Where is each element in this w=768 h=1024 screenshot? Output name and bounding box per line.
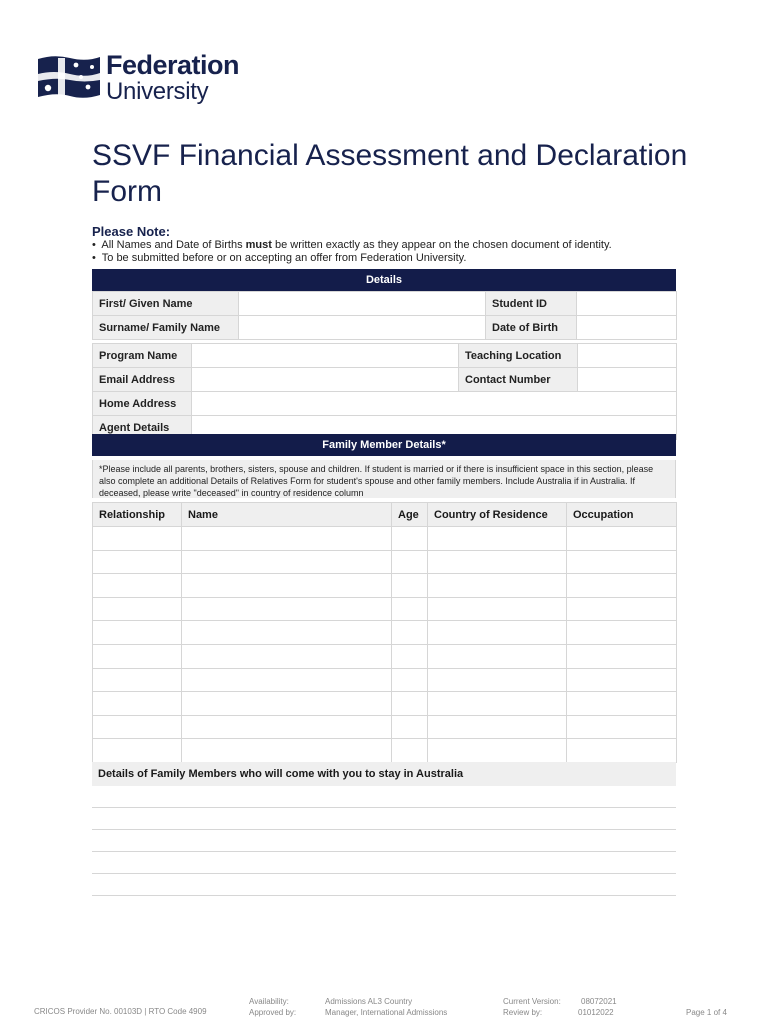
stay-line[interactable] <box>92 874 676 896</box>
review-value: 01012022 <box>578 1008 614 1017</box>
family-section <box>92 434 676 763</box>
first-name-field[interactable] <box>239 292 486 316</box>
footer-values-2 <box>578 996 617 1018</box>
family-cell[interactable] <box>567 692 677 716</box>
stay-line[interactable] <box>92 786 676 808</box>
family-cell[interactable] <box>428 644 567 668</box>
family-cell[interactable] <box>428 668 567 692</box>
family-cell[interactable] <box>93 621 182 645</box>
table-row <box>93 621 677 645</box>
family-cell[interactable] <box>93 574 182 598</box>
note-bullet-1-bold: must <box>245 239 272 251</box>
logo-line-2: University <box>106 78 209 105</box>
review-label: Review by: <box>503 1008 543 1017</box>
note-bullet-1-post: be written exactly as they appear on the chosen document of identity. <box>271 239 612 251</box>
family-cell[interactable] <box>93 527 182 551</box>
footer-cricos: CRICOS Provider No. 00103D | RTO Code 4909 <box>34 1007 207 1016</box>
family-cell[interactable] <box>93 739 182 763</box>
family-cell[interactable] <box>182 739 392 763</box>
version-value: 08072021 <box>581 997 617 1006</box>
page-title: SSVF Financial Assessment and Declaration Form <box>92 139 688 208</box>
family-cell[interactable] <box>567 644 677 668</box>
family-cell[interactable] <box>392 644 428 668</box>
table-row <box>93 644 677 668</box>
contact-label: Contact Number <box>459 368 578 392</box>
family-cell[interactable] <box>567 550 677 574</box>
table-row <box>93 527 677 551</box>
surname-label: Surname/ Family Name <box>93 316 239 340</box>
table-row <box>93 597 677 621</box>
family-heading: Family Member Details* <box>92 434 676 456</box>
col-relationship: Relationship <box>93 503 182 527</box>
stay-line[interactable] <box>92 852 676 874</box>
family-cell[interactable] <box>428 739 567 763</box>
student-id-field[interactable] <box>577 292 677 316</box>
family-cell[interactable] <box>428 527 567 551</box>
note-bullet-1-pre: All Names and Date of Births <box>101 239 246 251</box>
family-cell[interactable] <box>428 574 567 598</box>
details-table-2 <box>92 343 677 440</box>
table-row <box>93 692 677 716</box>
table-row <box>93 550 677 574</box>
agent-label: Agent Details <box>93 416 192 440</box>
stay-section <box>92 762 676 896</box>
footer-values-1 <box>325 996 447 1018</box>
family-cell[interactable] <box>182 644 392 668</box>
stay-line[interactable] <box>92 830 676 852</box>
family-cell[interactable] <box>567 597 677 621</box>
family-cell[interactable] <box>93 668 182 692</box>
family-cell[interactable] <box>392 574 428 598</box>
family-cell[interactable] <box>93 550 182 574</box>
table-row <box>93 668 677 692</box>
stay-line[interactable] <box>92 808 676 830</box>
note-heading: Please Note: <box>92 224 171 239</box>
program-field[interactable] <box>192 344 459 368</box>
program-label: Program Name <box>93 344 192 368</box>
home-address-field[interactable] <box>192 392 677 416</box>
family-cell[interactable] <box>182 692 392 716</box>
federation-university-logo <box>36 52 239 104</box>
details-heading: Details <box>92 269 676 291</box>
family-cell[interactable] <box>428 692 567 716</box>
home-address-label: Home Address <box>93 392 192 416</box>
family-cell[interactable] <box>567 574 677 598</box>
surname-field[interactable] <box>239 316 486 340</box>
family-cell[interactable] <box>392 668 428 692</box>
note-bullet-2: • To be submitted before or on accepting an offer from Federation University. <box>92 252 467 264</box>
family-cell[interactable] <box>392 692 428 716</box>
page-number: Page 1 of 4 <box>686 1008 727 1017</box>
family-cell[interactable] <box>182 550 392 574</box>
family-cell[interactable] <box>182 527 392 551</box>
table-row <box>93 715 677 739</box>
note-list <box>92 239 612 265</box>
details-table-1 <box>92 291 677 340</box>
table-row <box>93 739 677 763</box>
approved-value: Manager, International Admissions <box>325 1008 448 1017</box>
family-cell[interactable] <box>567 668 677 692</box>
col-country: Country of Residence <box>428 503 567 527</box>
family-cell[interactable] <box>428 597 567 621</box>
dob-field[interactable] <box>577 316 677 340</box>
family-cell[interactable] <box>567 715 677 739</box>
family-cell[interactable] <box>182 574 392 598</box>
email-field[interactable] <box>192 368 459 392</box>
family-cell[interactable] <box>182 597 392 621</box>
family-cell[interactable] <box>428 550 567 574</box>
family-cell[interactable] <box>93 597 182 621</box>
contact-field[interactable] <box>578 368 677 392</box>
family-cell[interactable] <box>567 527 677 551</box>
family-cell[interactable] <box>428 621 567 645</box>
footer-labels-1 <box>249 996 296 1018</box>
availability-label: Availability: <box>249 997 289 1006</box>
approved-label: Approved by: <box>249 1008 297 1017</box>
family-cell[interactable] <box>182 621 392 645</box>
version-label: Current Version: <box>503 997 561 1006</box>
first-name-label: First/ Given Name <box>93 292 239 316</box>
family-cell[interactable] <box>392 739 428 763</box>
family-cell[interactable] <box>182 715 392 739</box>
family-cell[interactable] <box>93 715 182 739</box>
family-table <box>92 502 677 763</box>
teaching-location-label: Teaching Location <box>459 344 578 368</box>
family-cell[interactable] <box>567 739 677 763</box>
availability-value: Admissions AL3 Country <box>325 997 413 1006</box>
family-cell[interactable] <box>567 621 677 645</box>
family-cell[interactable] <box>93 692 182 716</box>
stay-heading: Details of Family Members who will come with you to stay in Australia <box>92 762 676 786</box>
family-cell[interactable] <box>428 715 567 739</box>
note-bullet-2-text: To be submitted before or on accepting an offer from Federation University. <box>101 252 467 264</box>
note-bullet-1: • All Names and Date of Births must be written exactly as they appear on the chosen document of identity. <box>92 239 612 251</box>
family-cell[interactable] <box>392 715 428 739</box>
dob-label: Date of Birth <box>486 316 577 340</box>
col-name: Name <box>182 503 392 527</box>
col-occupation: Occupation <box>567 503 677 527</box>
teaching-location-field[interactable] <box>578 344 677 368</box>
flag-logo-icon <box>36 53 102 103</box>
email-label: Email Address <box>93 368 192 392</box>
family-cell[interactable] <box>392 550 428 574</box>
col-age: Age <box>392 503 428 527</box>
family-note: *Please include all parents, brothers, sisters, spouse and children. If student is married or if there is insufficient space in this section, please also complete an additional Details of Relatives Form for student's spouse and other family members. Include Australia if in Australia. If deceased, please write "deceased" in country of residence column <box>92 460 676 498</box>
family-cell[interactable] <box>182 668 392 692</box>
family-cell[interactable] <box>392 621 428 645</box>
details-section <box>92 269 676 440</box>
footer-labels-2 <box>503 996 561 1018</box>
table-row <box>93 574 677 598</box>
family-cell[interactable] <box>392 597 428 621</box>
family-cell[interactable] <box>392 527 428 551</box>
student-id-label: Student ID <box>486 292 577 316</box>
family-cell[interactable] <box>93 644 182 668</box>
logo-line-1: Federation <box>106 50 240 80</box>
